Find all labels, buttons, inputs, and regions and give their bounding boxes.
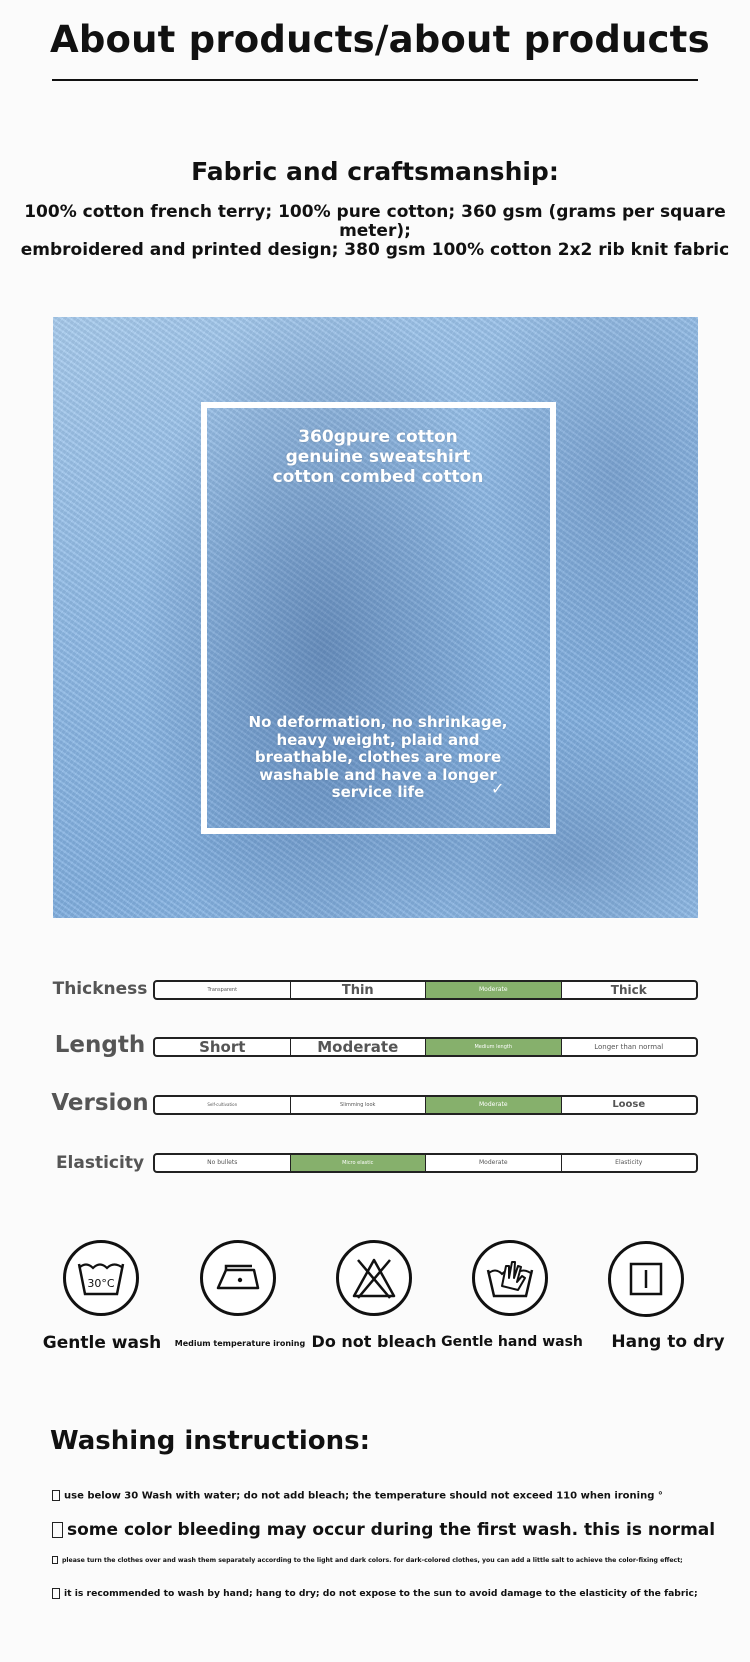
scale-option: Self-cultivation	[207, 1102, 238, 1107]
scale-option: Micro elastic	[290, 1155, 426, 1171]
version-scale	[153, 1095, 698, 1115]
washing-title: Washing instructions:	[50, 1426, 371, 1456]
elasticity-scale	[153, 1153, 698, 1173]
washing-instruction	[52, 1490, 663, 1502]
scale-option: Moderate	[290, 1039, 426, 1055]
scale-option: Longer than normal	[561, 1039, 697, 1055]
scale-option: Transparent	[207, 986, 238, 993]
photo-body-line: heavy weight, plaid and	[276, 730, 480, 749]
bullet-icon	[52, 1588, 60, 1599]
title-divider	[52, 79, 698, 81]
bullet-icon	[52, 1556, 58, 1564]
thickness-label: Thickness	[52, 979, 148, 999]
photo-body-text	[238, 714, 518, 802]
scale-option: Thin	[290, 982, 426, 998]
iron-medium-icon	[200, 1240, 276, 1316]
scale-option: No bullets	[207, 1159, 238, 1166]
washing-instruction	[52, 1588, 698, 1599]
washing-instruction-text: use below 30 Wash with water; do not add bleach; the temperature should not exceed 110 when ironing °	[64, 1490, 663, 1502]
care-label: Gentle wash	[42, 1333, 162, 1353]
care-label: Hang to dry	[611, 1332, 725, 1352]
washing-instruction-text: it is recommended to wash by hand; hang to dry; do not expose to the sun to avoid damage to the elasticity of the fabric;	[64, 1588, 698, 1599]
scale-option: Moderate	[425, 1155, 561, 1171]
care-label: Do not bleach	[311, 1332, 437, 1351]
washing-instruction	[52, 1520, 715, 1540]
washing-instruction	[52, 1556, 683, 1564]
hand-wash-icon	[472, 1240, 548, 1316]
scale-option: Thick	[561, 982, 697, 998]
photo-body-line: service life	[331, 783, 425, 801]
bullet-icon	[52, 1522, 63, 1538]
care-label: Gentle hand wash	[441, 1334, 583, 1350]
photo-body-line: No deformation, no shrinkage,	[248, 713, 508, 731]
bullet-icon	[52, 1490, 60, 1501]
photo-headline-line: 360gpure cotton	[298, 427, 458, 447]
washing-instruction-text: some color bleeding may occur during the first wash. this is normal	[67, 1520, 716, 1540]
photo-headline-line: genuine sweatshirt	[285, 447, 471, 467]
length-scale	[153, 1037, 698, 1057]
wash-temp-text: 30°C	[87, 1277, 115, 1290]
check-icon: ✓	[491, 779, 505, 798]
photo-headline	[203, 427, 553, 487]
scale-option: Moderate	[425, 1097, 561, 1113]
care-label: Medium temperature ironing	[174, 1339, 306, 1348]
washtub-30-icon	[63, 1240, 139, 1316]
scale-option: Moderate	[425, 982, 561, 998]
fabric-photo	[53, 317, 698, 918]
elasticity-label: Elasticity	[55, 1153, 145, 1173]
fabric-section-title: Fabric and craftsmanship:	[191, 157, 559, 186]
washing-instruction-text: please turn the clothes over and wash them separately according to the light and dark colors. for dark-colored clothes, you can add a little salt to achieve the color-fixing effect;	[62, 1557, 683, 1564]
scale-option: Slimming look	[290, 1097, 426, 1113]
photo-headline-line: cotton combed cotton	[272, 467, 484, 487]
hang-dry-icon	[608, 1241, 684, 1317]
scale-option: Loose	[561, 1097, 697, 1113]
fabric-description-line: 100% cotton french terry; 100% pure cotton; 360 gsm (grams per square meter);	[24, 202, 726, 241]
fabric-description	[10, 203, 740, 260]
fabric-description-line: embroidered and printed design; 380 gsm 100% cotton 2x2 rib knit fabric	[20, 240, 730, 260]
scale-option: Medium length	[425, 1039, 561, 1055]
version-label: Version	[51, 1090, 149, 1116]
page-title: About products/about products	[50, 18, 710, 61]
photo-body-line: washable and have a longer	[259, 765, 497, 784]
length-label: Length	[54, 1032, 146, 1058]
no-bleach-icon	[336, 1240, 412, 1316]
scale-option: Elasticity	[561, 1155, 697, 1171]
thickness-scale	[153, 980, 698, 1000]
photo-body-line: breathable, clothes are more	[254, 748, 502, 766]
scale-option: Short	[199, 1039, 246, 1055]
